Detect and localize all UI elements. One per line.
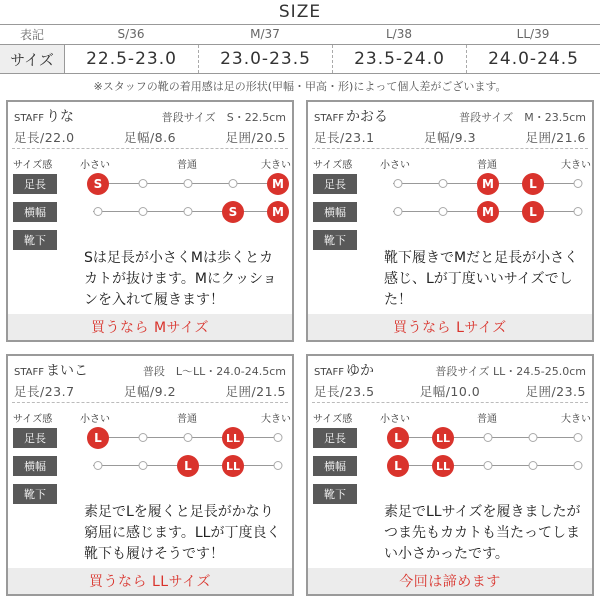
length-scale-row bbox=[8, 426, 292, 450]
usual-size: 普段サイズ M・23.5cm bbox=[459, 111, 586, 124]
staff-label: STAFF bbox=[314, 367, 345, 378]
size-marker: LL bbox=[222, 427, 244, 449]
foot-width: 足幅/10.0 bbox=[419, 384, 481, 399]
scale-dot bbox=[274, 461, 283, 470]
foot-width: 足幅/9.2 bbox=[123, 384, 177, 399]
scale-header bbox=[8, 410, 292, 424]
staff-comment: 素足でLLサイズを履きましたがつま先もカカトも当たってしまい小さかったです。 bbox=[384, 504, 581, 562]
foot-width: 足幅/8.6 bbox=[123, 130, 177, 145]
size-marker: M bbox=[477, 201, 499, 223]
scale-dot bbox=[139, 207, 148, 216]
scale-large-label: 大きい bbox=[561, 414, 591, 425]
scale-title: サイズ感 bbox=[313, 160, 353, 171]
scale-dot bbox=[94, 207, 103, 216]
size-marker: L bbox=[387, 427, 409, 449]
scale-dot bbox=[529, 461, 538, 470]
width-scale-row bbox=[8, 200, 292, 224]
staff-panel-1 bbox=[6, 100, 294, 342]
verdict-banner: 今回は諦めます bbox=[308, 568, 592, 594]
staff-panel-3 bbox=[6, 354, 294, 596]
scale-dot bbox=[529, 433, 538, 442]
title-divider bbox=[0, 24, 600, 25]
scale-dot bbox=[184, 433, 193, 442]
scale-dot bbox=[574, 179, 583, 188]
size-table-header-row bbox=[0, 26, 600, 42]
value-cell: 24.0-24.5 bbox=[488, 49, 579, 69]
size-marker: S bbox=[87, 173, 109, 195]
scale-normal-label: 普通 bbox=[477, 414, 497, 425]
scale-dot bbox=[439, 207, 448, 216]
size-title: SIZE bbox=[278, 2, 322, 22]
usual-size: 普段 L〜LL・24.0-24.5cm bbox=[142, 365, 286, 378]
socks-tag: 靴下 bbox=[313, 230, 357, 250]
verdict-banner: 買うなら LLサイズ bbox=[8, 568, 292, 594]
header-cell: M/37 bbox=[250, 27, 280, 41]
foot-length: 足長/22.0 bbox=[14, 130, 75, 145]
staff-label: STAFF bbox=[14, 113, 45, 124]
foot-width: 足幅/9.3 bbox=[423, 130, 477, 145]
scale-normal-label: 普通 bbox=[177, 414, 197, 425]
staff-comment: Sは足長が小さくMは歩くとカカトが抜けます。Mにクッションを入れて履きます！ bbox=[84, 250, 277, 308]
scale-dot bbox=[574, 433, 583, 442]
size-marker: LL bbox=[432, 455, 454, 477]
scale-dot bbox=[484, 461, 493, 470]
staff-panel-2 bbox=[306, 100, 594, 342]
verdict-banner: 買うなら Lサイズ bbox=[308, 314, 592, 340]
size-table-value-row bbox=[0, 44, 600, 74]
length-scale-row bbox=[8, 172, 292, 196]
length-scale-row bbox=[308, 172, 592, 196]
staff-name: まいこ bbox=[46, 363, 89, 379]
scale-small-label: 小さい bbox=[80, 160, 110, 171]
staff-header bbox=[14, 360, 286, 380]
panel-divider bbox=[312, 148, 588, 149]
width-scale-row bbox=[308, 200, 592, 224]
socks-tag: 靴下 bbox=[13, 230, 57, 250]
size-marker: L bbox=[522, 173, 544, 195]
staff-label: STAFF bbox=[14, 367, 45, 378]
scale-title: サイズ感 bbox=[13, 414, 53, 425]
staff-name: ゆか bbox=[346, 363, 375, 379]
width-tag: 横幅 bbox=[313, 456, 357, 476]
scale-normal-label: 普通 bbox=[477, 160, 497, 171]
header-label: 表記 bbox=[19, 27, 44, 42]
size-marker: M bbox=[267, 201, 289, 223]
scale-small-label: 小さい bbox=[80, 414, 110, 425]
scale-title: サイズ感 bbox=[313, 414, 353, 425]
scale-dot bbox=[439, 179, 448, 188]
usual-size: 普段サイズ S・22.5cm bbox=[161, 111, 286, 124]
scale-header bbox=[308, 156, 592, 170]
scale-dot bbox=[484, 433, 493, 442]
size-table bbox=[0, 26, 600, 74]
scale-large-label: 大きい bbox=[261, 160, 291, 171]
foot-length: 足長/23.1 bbox=[314, 130, 375, 145]
scale-small-label: 小さい bbox=[380, 160, 410, 171]
width-scale-row bbox=[8, 454, 292, 478]
width-tag: 横幅 bbox=[313, 202, 357, 222]
scale-dot bbox=[574, 461, 583, 470]
header-cell: S/36 bbox=[117, 27, 145, 41]
scale-dot bbox=[394, 179, 403, 188]
width-scale-row bbox=[308, 454, 592, 478]
staff-header bbox=[314, 106, 586, 126]
value-cell: 22.5-23.0 bbox=[65, 45, 199, 73]
foot-girth: 足囲/20.5 bbox=[225, 130, 286, 145]
scale-dot bbox=[139, 433, 148, 442]
socks-tag: 靴下 bbox=[13, 484, 57, 504]
size-marker: L bbox=[87, 427, 109, 449]
row-label: サイズ bbox=[0, 45, 65, 73]
staff-comment: 素足でLを履くと足長がかなり窮屈に感じます。LLが丁度良く靴下も履けそうです！ bbox=[84, 504, 281, 562]
foot-girth: 足囲/23.5 bbox=[525, 384, 586, 399]
width-tag: 横幅 bbox=[13, 456, 57, 476]
header-cell: L/38 bbox=[386, 27, 412, 41]
scale-header bbox=[308, 410, 592, 424]
scale-dot bbox=[184, 179, 193, 188]
staff-label: STAFF bbox=[314, 113, 345, 124]
foot-measurements bbox=[14, 128, 286, 146]
foot-measurements bbox=[314, 128, 586, 146]
length-tag: 足長 bbox=[313, 428, 357, 448]
staff-header bbox=[14, 106, 286, 126]
size-marker: S bbox=[222, 201, 244, 223]
length-tag: 足長 bbox=[13, 174, 57, 194]
scale-normal-label: 普通 bbox=[177, 160, 197, 171]
scale-large-label: 大きい bbox=[561, 160, 591, 171]
foot-length: 足長/23.5 bbox=[314, 384, 375, 399]
panel-divider bbox=[12, 148, 288, 149]
verdict-banner: 買うなら Mサイズ bbox=[8, 314, 292, 340]
foot-measurements bbox=[314, 382, 586, 400]
usual-size: 普段サイズ LL・24.5-25.0cm bbox=[435, 365, 586, 378]
scale-dot bbox=[94, 461, 103, 470]
size-marker: L bbox=[522, 201, 544, 223]
socks-tag: 靴下 bbox=[313, 484, 357, 504]
value-cell: 23.0-23.5 bbox=[199, 45, 333, 73]
scale-header bbox=[8, 156, 292, 170]
width-tag: 横幅 bbox=[13, 202, 57, 222]
foot-girth: 足囲/21.5 bbox=[225, 384, 286, 399]
staff-name: かおる bbox=[346, 109, 389, 125]
fit-note: ※スタッフの靴の着用感は足の形状(甲幅・甲高・形)によって個人差がございます。 bbox=[93, 80, 507, 93]
foot-measurements bbox=[14, 382, 286, 400]
length-tag: 足長 bbox=[313, 174, 357, 194]
scale-dot bbox=[139, 179, 148, 188]
header-cell: LL/39 bbox=[516, 27, 550, 41]
length-scale-row bbox=[308, 426, 592, 450]
size-marker: LL bbox=[222, 455, 244, 477]
scale-dot bbox=[274, 433, 283, 442]
scale-dot bbox=[229, 179, 238, 188]
staff-header bbox=[314, 360, 586, 380]
staff-name: りな bbox=[46, 109, 75, 125]
scale-title: サイズ感 bbox=[13, 160, 53, 171]
scale-dot bbox=[184, 207, 193, 216]
scale-large-label: 大きい bbox=[261, 414, 291, 425]
panel-divider bbox=[12, 402, 288, 403]
size-marker: M bbox=[477, 173, 499, 195]
size-marker: M bbox=[267, 173, 289, 195]
value-cell: 23.5-24.0 bbox=[333, 45, 467, 73]
size-marker: LL bbox=[432, 427, 454, 449]
staff-panel-4 bbox=[306, 354, 594, 596]
length-tag: 足長 bbox=[13, 428, 57, 448]
scale-dot bbox=[139, 461, 148, 470]
size-marker: L bbox=[387, 455, 409, 477]
panel-divider bbox=[312, 402, 588, 403]
scale-dot bbox=[394, 207, 403, 216]
scale-small-label: 小さい bbox=[380, 414, 410, 425]
scale-dot bbox=[574, 207, 583, 216]
size-marker: L bbox=[177, 455, 199, 477]
staff-comment: 靴下履きでMだと足長が小さく感じ、Lが丁度いいサイズでした！ bbox=[384, 250, 579, 308]
foot-length: 足長/23.7 bbox=[14, 384, 75, 399]
foot-girth: 足囲/21.6 bbox=[525, 130, 586, 145]
